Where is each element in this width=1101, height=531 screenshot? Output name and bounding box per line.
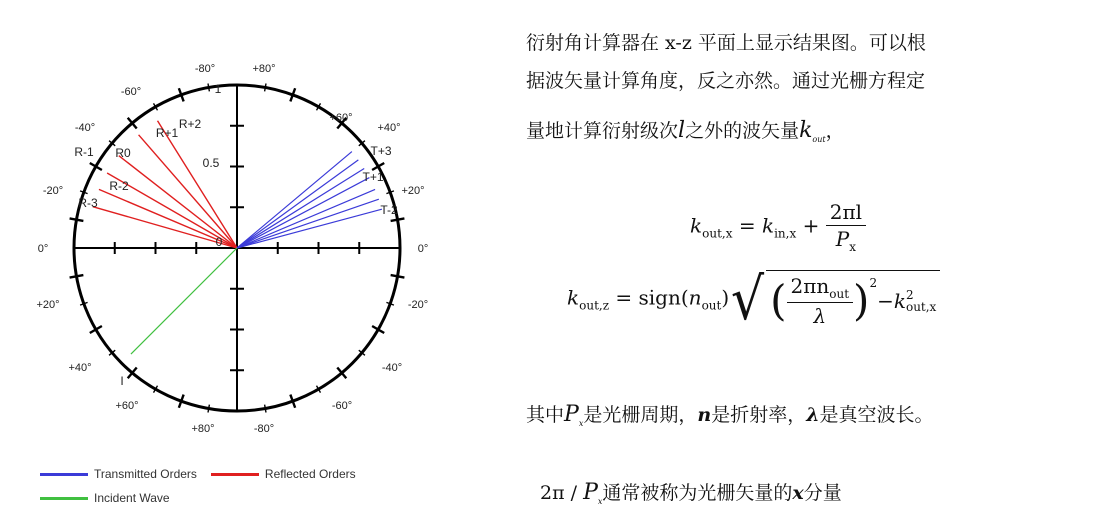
reflected-order-label: R+1	[155, 126, 179, 140]
angle-label-bottom-right-80: -80°	[253, 423, 275, 435]
vector-b: 通常被称为光栅矢量的	[602, 482, 793, 504]
eq2-k-sub: out,x	[905, 299, 937, 314]
rim-tick	[208, 84, 209, 92]
eq2-equals-sign: = sign(	[609, 285, 689, 310]
where-c: 是折射率，	[711, 404, 807, 426]
eq2-k: k	[893, 288, 906, 313]
legend-reflected	[211, 467, 356, 481]
angle-label-upper-right-20: +20°	[401, 185, 425, 197]
wavevector-variable: k	[799, 118, 813, 143]
angle-label-upper-left-40: -40°	[74, 122, 96, 134]
legend-reflected-label: Reflected Orders	[264, 467, 356, 481]
transmitted-order-label: T-2	[380, 203, 398, 217]
eq1-lhs: k	[690, 213, 703, 238]
origin-label: 0	[215, 235, 223, 249]
angle-label-bottom-left-80: +80°	[191, 423, 215, 435]
rim-tick	[265, 84, 266, 92]
reflected-order-label: R0	[115, 146, 131, 160]
vector-x-variable: x	[792, 482, 804, 504]
eq1-k: k	[761, 213, 775, 238]
legend-incident-swatch	[40, 497, 88, 500]
eq1-equals: =	[732, 213, 762, 238]
where-a: 其中	[526, 404, 565, 426]
top-marker-label: 1	[214, 82, 222, 96]
eq1-den-sub: x	[849, 240, 856, 254]
wavevector-subscript: out	[812, 134, 826, 144]
equation-2	[567, 265, 940, 333]
legend-reflected-swatch	[211, 473, 259, 476]
eq1-lhs-sub: out,x	[702, 226, 733, 241]
angle-label-lower-right-20: -20°	[407, 299, 429, 311]
angle-label-lower-left-60: +60°	[115, 400, 139, 412]
angle-label-upper-right-40: +40°	[377, 122, 401, 134]
eq2-close: )	[721, 285, 730, 310]
reflected-order-label: R-1	[74, 145, 94, 159]
eq1-fraction	[826, 200, 866, 254]
where-d: 是真空波长。	[819, 404, 934, 426]
eq2-numerator	[787, 274, 854, 303]
eq1-den-p: P	[835, 227, 850, 251]
angle-label-left-0: 0°	[37, 243, 49, 255]
legend-transmitted-swatch	[40, 473, 88, 476]
transmitted-order-label: T+1	[362, 170, 384, 184]
rim-tick	[70, 218, 84, 220]
intro-line-3-c: ，	[825, 120, 845, 142]
eq2-sqrt	[729, 265, 940, 333]
eq2-sqrt-body	[766, 270, 940, 328]
rim-tick	[265, 405, 266, 413]
transmitted-ray	[237, 152, 352, 248]
legend-incident	[40, 491, 170, 505]
angle-label-lower-left-40: +40°	[68, 362, 92, 374]
eq1-denominator	[826, 226, 866, 254]
vector-period-subscript: x	[597, 496, 603, 506]
eq2-lhs-sub: out,z	[579, 298, 610, 313]
eq1-numerator: 2πl	[826, 200, 866, 226]
angle-label-top-right-80: +80°	[252, 63, 276, 75]
left-paren-icon: (	[770, 276, 787, 325]
where-b: 是光栅周期，	[583, 404, 698, 426]
angle-label-upper-right-60: +60°	[329, 112, 353, 124]
eq2-fraction	[787, 274, 854, 328]
angle-label-right-0: 0°	[417, 243, 429, 255]
eq1-plus: +	[796, 213, 826, 238]
intro-line-2: 据波矢量计算角度，反之亦然。通过光栅方程定	[526, 70, 926, 92]
angle-label-lower-left-20: +20°	[36, 299, 60, 311]
reflected-order-label: R-2	[109, 179, 129, 193]
legend-incident-label: Incident Wave	[94, 491, 170, 505]
rim-tick	[208, 405, 209, 413]
angle-label-upper-left-20: -20°	[42, 185, 64, 197]
intro-line-3-a: 量地计算衍射级次	[526, 120, 679, 142]
transmitted-ray	[237, 178, 369, 248]
tick-label-half: 0.5	[202, 156, 220, 170]
right-paren-icon: )	[853, 276, 870, 325]
angle-label-lower-right-40: -40°	[381, 362, 403, 374]
angle-label-lower-right-60: -60°	[331, 400, 353, 412]
eq1-k-sub: in,x	[774, 226, 797, 241]
incident-ray	[131, 248, 237, 354]
legend	[40, 462, 370, 510]
index-variable: n	[697, 404, 712, 426]
rim-tick	[391, 275, 405, 277]
eq2-k-scripts	[906, 289, 936, 313]
rim-tick	[70, 275, 84, 277]
intro-line-3	[526, 116, 1086, 156]
intro-line-3-b: 之外的波矢量	[685, 120, 800, 142]
angle-label-upper-left-60: -60°	[120, 86, 142, 98]
rim-tick	[391, 218, 405, 220]
transmitted-order-label: T+3	[370, 144, 392, 158]
period-subscript: x	[578, 418, 584, 428]
transmitted-ray	[237, 169, 364, 248]
eq2-lhs: k	[567, 285, 580, 310]
intro-line-1: 衍射角计算器在 x-z 平面上显示结果图。可以根	[526, 32, 926, 54]
eq2-num-text: 2πn	[790, 273, 830, 298]
eq2-num-sub: out	[829, 286, 850, 301]
eq2-denominator: λ	[813, 303, 827, 328]
equation-1	[690, 200, 866, 254]
wavelength-variable: λ	[806, 404, 820, 426]
eq2-n: n	[688, 285, 702, 310]
vector-period-variable: P	[583, 480, 598, 505]
period-variable: P	[564, 402, 579, 427]
reflected-order-label: R-3	[78, 196, 98, 210]
reflected-order-label: R+2	[178, 117, 202, 131]
incident-label: I	[120, 374, 124, 388]
grating-vector-line	[540, 478, 1100, 509]
sqrt-sign-icon: √	[731, 265, 765, 333]
eq2-n-sub: out	[701, 298, 722, 313]
transmitted-ray	[237, 199, 379, 248]
vector-c: 分量	[803, 482, 842, 504]
legend-transmitted	[40, 467, 197, 481]
intro-paragraph	[526, 30, 1086, 156]
legend-transmitted-label: Transmitted Orders	[94, 467, 197, 481]
eq2-sup: 2	[869, 275, 878, 290]
reflected-ray	[139, 135, 237, 248]
diffraction-diagram	[0, 0, 510, 460]
eq2-minus: −	[877, 288, 894, 313]
order-variable: l	[678, 118, 686, 143]
vector-a: 2π /	[540, 482, 584, 504]
angle-label-top-left-80: -80°	[194, 63, 216, 75]
eq2-k-sup: 2	[905, 287, 914, 302]
where-line	[526, 400, 1086, 431]
